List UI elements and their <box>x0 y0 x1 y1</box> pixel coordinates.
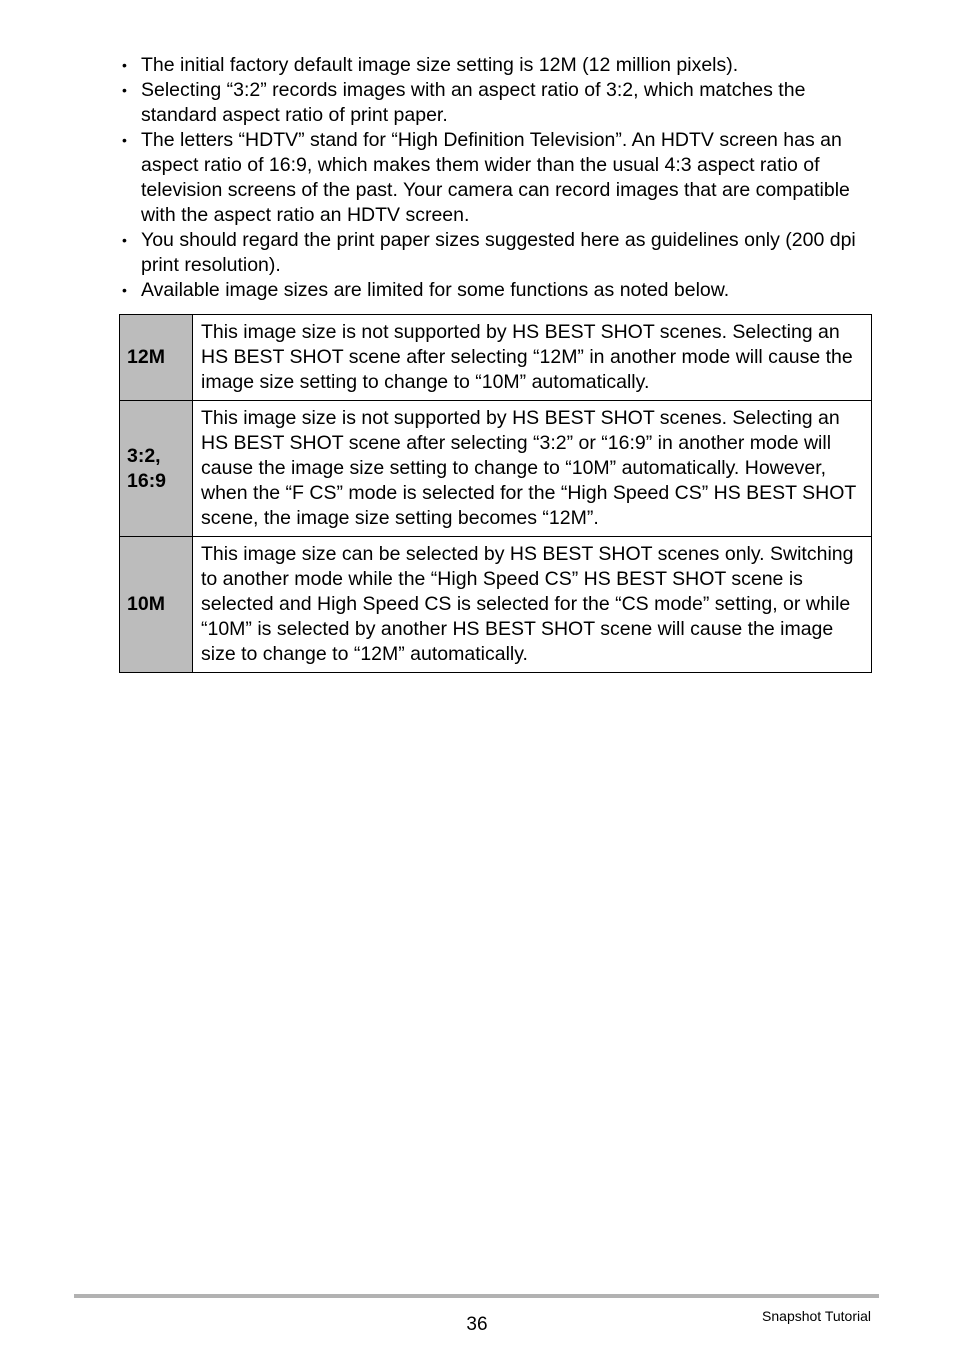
bullet-icon: • <box>122 57 127 73</box>
bullet-text: Selecting “3:2” records images with an aspect ratio of 3:2, which matches the standard aspect ratio of print paper. <box>141 79 806 126</box>
bullet-icon: • <box>122 132 127 148</box>
footer-divider <box>74 1294 879 1298</box>
bullet-icon: • <box>122 82 127 98</box>
size-key-cell: 10M <box>120 537 193 673</box>
size-description-cell: This image size can be selected by HS BEST SHOT scenes only. Switching to another mode while the “High Speed CS” HS BEST SHOT scene is selected and High Speed CS is selected for the “CS mode” setting, or while “10M” is selected by another HS BEST SHOT scene will cause the image size to change to “12M” automatically. <box>193 537 872 673</box>
size-description-cell: This image size is not supported by HS BEST SHOT scenes. Selecting an HS BEST SHOT scene after selecting “3:2” or “16:9” in another mode will cause the image size setting to change to “10M” automatically. However, when the “F CS” mode is selected for the “High Speed CS” HS BEST SHOT scene, the image size setting becomes “12M”. <box>193 401 872 537</box>
size-description-cell: This image size is not supported by HS BEST SHOT scenes. Selecting an HS BEST SHOT scene after selecting “12M” in another mode will cause the image size setting to change to “10M” automatically. <box>193 315 872 401</box>
bullet-item <box>120 78 880 128</box>
table-row <box>120 401 872 537</box>
bullet-text: The initial factory default image size setting is 12M (12 million pixels). <box>141 54 739 76</box>
bullet-item <box>120 128 880 228</box>
bullet-item <box>120 278 880 303</box>
size-key-line: 3:2, <box>127 444 161 467</box>
image-size-limitations-table <box>119 314 872 673</box>
table-row <box>120 537 872 673</box>
section-title: Snapshot Tutorial <box>762 1308 871 1324</box>
bullet-icon: • <box>122 282 127 298</box>
bullet-text: You should regard the print paper sizes suggested here as guidelines only (200 dpi print resolution). <box>141 229 856 276</box>
table-row <box>120 315 872 401</box>
bullet-item <box>120 228 880 278</box>
size-key-line: 16:9 <box>127 469 167 492</box>
size-key-cell <box>120 401 193 537</box>
bullet-icon: • <box>122 232 127 248</box>
bullet-text: The letters “HDTV” stand for “High Definition Television”. An HDTV screen has an aspect ratio of 16:9, which makes them wider than the usual 4:3 aspect ratio of television screens of the past. Your camera can record images that are compatible with the aspect ratio an HDTV screen. <box>141 129 850 226</box>
bullet-text: Available image sizes are limited for some functions as noted below. <box>141 279 730 301</box>
size-key-cell: 12M <box>120 315 193 401</box>
page-number: 36 <box>466 1314 488 1335</box>
notes-bullet-list <box>120 53 880 303</box>
bullet-item <box>120 53 880 78</box>
